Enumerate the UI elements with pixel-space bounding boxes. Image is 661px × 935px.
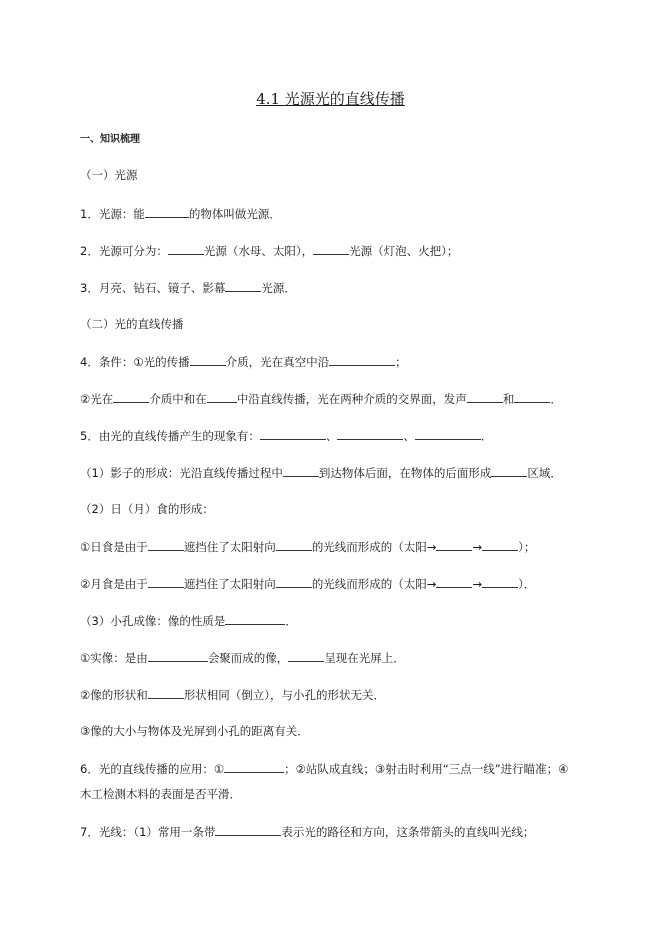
- blank: [113, 390, 149, 403]
- blank: [168, 242, 204, 255]
- blank: [288, 649, 324, 662]
- blank: [207, 390, 237, 403]
- blank: [467, 390, 503, 403]
- subheading-light-source: （一）光源: [80, 168, 138, 182]
- blank: [482, 538, 518, 551]
- blank: [276, 575, 312, 588]
- blank: [224, 760, 284, 773]
- blank: [260, 427, 326, 440]
- blank: [148, 538, 184, 551]
- item-5-2b: ②月食是由于 遮挡住了太阳射向 的光线而形成的（太阳→ → ）．: [80, 577, 536, 591]
- item-5-3c: ③像的大小与物体及光屏到小孔的距离有关．: [80, 724, 309, 738]
- blank: [190, 353, 226, 366]
- blank: [436, 575, 472, 588]
- blank: [436, 538, 472, 551]
- page-title: 4.1 光源光的直线传播: [256, 90, 405, 108]
- blank: [313, 242, 349, 255]
- item-3: 3．月亮、钻石、镜子、影幕 光源．: [80, 281, 296, 295]
- blank: [514, 390, 550, 403]
- blank: [225, 612, 285, 625]
- blank: [148, 575, 184, 588]
- blank: [337, 427, 403, 440]
- item-2: 2．光源可分为： 光源（水母、太阳）， 光源（灯泡、火把）；: [80, 244, 459, 258]
- item-5-1: （1）影子的形成：光沿直线传播过程中 到达物体后面，在物体的后面形成 区域．: [80, 466, 562, 480]
- blank: [276, 538, 312, 551]
- item-5-3a: ①实像：是由 会聚而成的像， 呈现在光屏上．: [80, 651, 405, 665]
- blank: [225, 279, 261, 292]
- blank: [491, 464, 527, 477]
- item-5-3b: ②像的形状和 形状相同（倒立），与小孔的形状无关．: [80, 688, 386, 702]
- item-5-2: （2）日（月）食的形成：: [80, 502, 214, 516]
- blank: [415, 427, 481, 440]
- item-7: 7．光线：（1）常用一条带 表示光的路径和方向，这条带箭头的直线叫光线；: [80, 825, 535, 839]
- item-6b: 木工检测木料的表面是否平滑．: [80, 787, 241, 801]
- section-heading-knowledge: 一、知识梳理: [80, 134, 140, 145]
- blank: [329, 353, 395, 366]
- blank: [482, 575, 518, 588]
- blank: [145, 205, 189, 218]
- item-1: 1．光源：能 的物体叫做光源．: [80, 207, 281, 221]
- item-6: 6．光的直线传播的应用：① ；②站队成直线；③射击时利用“三点一线”进行瞄准；④: [80, 762, 569, 776]
- item-5-3: （3）小孔成像：像的性质是 ．: [80, 614, 297, 628]
- item-5: 5．由光的直线传播产生的现象有： 、 、 ．: [80, 429, 493, 443]
- blank: [148, 686, 184, 699]
- blank: [215, 823, 281, 836]
- blank: [148, 649, 208, 662]
- subheading-propagation: （二）光的直线传播: [80, 317, 184, 331]
- item-5-2a: ①日食是由于 遮挡住了太阳射向 的光线而形成的（太阳→ → ）；: [80, 540, 536, 554]
- item-4b: ②光在 介质中和在 中沿直线传播，光在两种介质的交界面，发声 和 ．: [80, 392, 562, 406]
- blank: [283, 464, 319, 477]
- item-4: 4．条件：①光的传播 介质，光在真空中沿 ；: [80, 355, 407, 369]
